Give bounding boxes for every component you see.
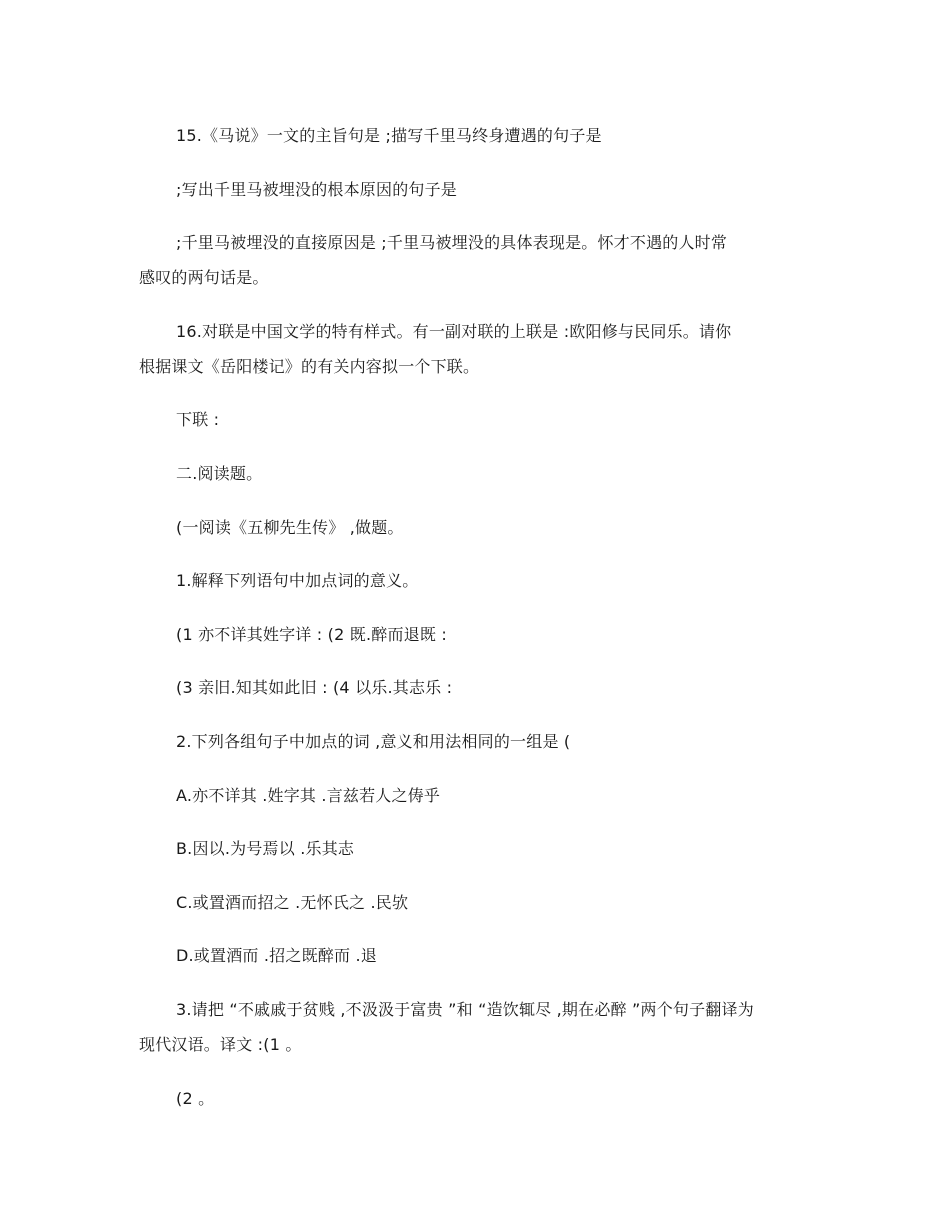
reading-q3-answer-2: (2 。	[176, 1089, 215, 1108]
q16-answer-label: 下联 :	[176, 410, 220, 429]
reading-q3-line-1: 3.请把 “不戚戚于贫贱 ,不汲汲于富贵 ”和 “造饮辄尽 ,期在必醉 ”两个句子翻译为	[176, 1000, 754, 1019]
reading-passage-intro: (一阅读《五柳先生传》 ,做题。	[176, 518, 404, 537]
q15-line-1: 15.《马说》一文的主旨句是 ;描写千里马终身遭遇的句子是	[176, 126, 602, 145]
reading-q2-option-d: D.或置酒而 .招之既醉而 .退	[176, 946, 377, 965]
q16-line-1: 16.对联是中国文学的特有样式。有一副对联的上联是 :欧阳修与民同乐。请你	[176, 322, 732, 341]
reading-q2-option-c: C.或置酒而招之 .无怀氏之 .民欤	[176, 893, 409, 912]
q15-line-4: 感叹的两句话是。	[139, 268, 269, 287]
section-heading-reading: 二.阅读题。	[176, 464, 263, 483]
reading-q2: 2.下列各组句子中加点的词 ,意义和用法相同的一组是 (	[176, 732, 571, 751]
q15-line-2: ;写出千里马被埋没的根本原因的句子是	[176, 180, 457, 199]
reading-q1: 1.解释下列语句中加点词的意义。	[176, 571, 419, 590]
reading-q1-items-1: (1 亦不详其姓字详 : (2 既.醉而退既 :	[176, 625, 447, 644]
q16-line-2: 根据课文《岳阳楼记》的有关内容拟一个下联。	[139, 357, 480, 376]
reading-q3-line-2: 现代汉语。译文 :(1 。	[139, 1035, 302, 1054]
q15-line-3: ;千里马被埋没的直接原因是 ;千里马被埋没的具体表现是。怀才不遇的人时常	[176, 233, 728, 252]
reading-q1-items-2: (3 亲旧.知其如此旧 : (4 以乐.其志乐 :	[176, 678, 453, 697]
reading-q2-option-b: B.因以.为号焉以 .乐其志	[176, 839, 355, 858]
reading-q2-option-a: A.亦不详其 .姓字其 .言兹若人之俦乎	[176, 786, 441, 805]
